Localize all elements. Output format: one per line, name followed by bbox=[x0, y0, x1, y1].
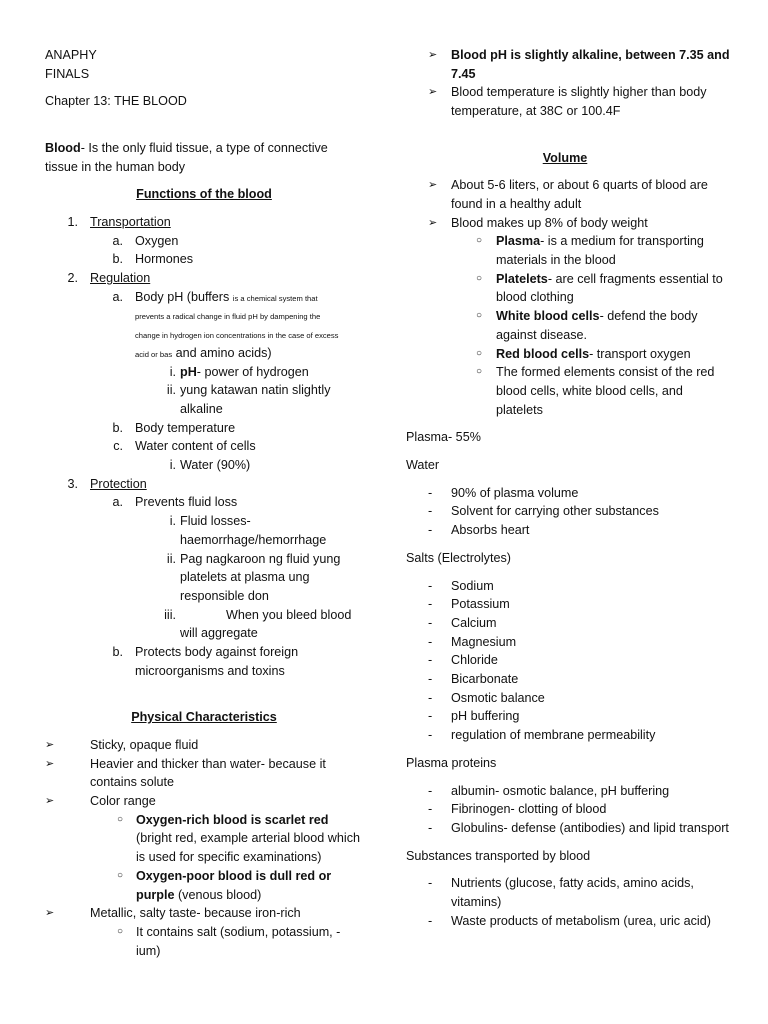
list-item: - Calcium bbox=[428, 615, 497, 630]
list-item: a. Body pH (buffers is a chemical system that prevents a radical change in fluid pH by dampening the change in hydrogen ion concentrations in the case of excess acid or bas and amino acids) bbox=[112, 289, 339, 360]
list-item: ➢ Metallic, salty taste- because iron-rich bbox=[45, 904, 340, 923]
list-item: ii. yung katawan natin slightly alkaline bbox=[166, 383, 331, 416]
list-item: c. Water content of cells bbox=[113, 439, 256, 454]
protection-label: Protection bbox=[90, 476, 147, 491]
list-item: - regulation of membrane permeability bbox=[428, 728, 656, 743]
list-item: - Waste products of metabolism (urea, uric acid) bbox=[428, 913, 711, 928]
list-item: ○ Plasma- is a medium for transporting materials in the blood bbox=[476, 234, 704, 268]
proteins-heading: Plasma proteins bbox=[406, 755, 497, 770]
list-item: a. Prevents fluid loss bbox=[112, 495, 238, 510]
arrow-bullet-icon: ➢ bbox=[45, 794, 55, 807]
substances-heading: Substances transported by blood bbox=[406, 848, 591, 863]
circle-bullet-icon: ○ bbox=[117, 813, 124, 825]
list-item: - Nutrients (glucose, fatty acids, amino acids, vitamins) bbox=[428, 876, 694, 910]
circle-bullet-icon: ○ bbox=[476, 366, 483, 378]
list-item: 3. Protection bbox=[67, 476, 147, 491]
list-item: - Chloride bbox=[428, 653, 498, 668]
list-item: ➢ Blood makes up 8% of body weight bbox=[406, 214, 736, 233]
list-item: i. pH- power of hydrogen bbox=[169, 364, 309, 379]
right-column bbox=[406, 46, 736, 931]
circle-bullet-icon: ○ bbox=[476, 272, 483, 284]
list-item: - Solvent for carrying other substances bbox=[428, 504, 659, 519]
list-item: ○ White blood cells- defend the body against disease. bbox=[476, 309, 698, 342]
list-item: - Osmotic balance bbox=[428, 690, 545, 705]
left-column bbox=[45, 46, 380, 960]
list-item: iii. When you bleed blood will aggregate bbox=[164, 607, 352, 641]
circle-bullet-icon: ○ bbox=[476, 347, 483, 359]
list-item: ○ The formed elements consist of the red blood cells, white blood cells, and platelets bbox=[476, 365, 715, 417]
list-item: ➢ Sticky, opaque fluid bbox=[45, 736, 340, 755]
arrow-bullet-icon: ➢ bbox=[428, 216, 438, 229]
list-item: ○ Platelets- are cell fragments essential to blood clothing bbox=[476, 271, 723, 305]
list-item: a. Oxygen bbox=[112, 233, 179, 248]
water-heading: Water bbox=[406, 458, 440, 473]
blood-term: Blood bbox=[45, 140, 81, 155]
list-item: ○ Oxygen-rich blood is scarlet red (bright red, example arterial blood which is used for specific examinations) bbox=[117, 812, 361, 865]
arrow-bullet-icon: ➢ bbox=[45, 738, 55, 751]
list-item: - Absorbs heart bbox=[428, 523, 530, 538]
salts-heading: Salts (Electrolytes) bbox=[406, 550, 511, 565]
list-item: ii. Pag nagkaroon ng fluid yung platelets at plasma ung responsible don bbox=[166, 551, 341, 603]
list-item: ➢ About 5-6 liters, or about 6 quarts of blood are found in a healthy adult bbox=[428, 178, 708, 211]
list-item: - albumin- osmotic balance, pH buffering bbox=[428, 783, 670, 798]
list-item: i. Fluid losses- haemorrhage/hemorrhage bbox=[169, 514, 327, 547]
transportation-label: Transportation bbox=[90, 214, 171, 229]
list-item: ➢ Blood pH is slightly alkaline, between 7.35 and 7.45 bbox=[428, 48, 730, 81]
arrow-bullet-icon: ➢ bbox=[428, 49, 438, 61]
arrow-bullet-icon: ➢ bbox=[428, 86, 438, 99]
list-item: ○ It contains salt (sodium, potassium, -ium) bbox=[117, 924, 341, 958]
list-item: i. Water (90%) bbox=[169, 458, 251, 473]
circle-bullet-icon: ○ bbox=[117, 925, 124, 937]
circle-bullet-icon: ○ bbox=[476, 310, 483, 322]
volume-heading: Volume bbox=[542, 150, 588, 165]
list-item: 1. Transportation bbox=[67, 214, 171, 229]
list-item: ➢ Heavier and thicker than water- because it contains solute bbox=[45, 756, 326, 790]
list-item: ○ Red blood cells- transport oxygen bbox=[406, 345, 736, 364]
arrow-bullet-icon: ➢ bbox=[45, 757, 55, 770]
list-item: ○ Oxygen-poor blood is dull red or purple (venous blood) bbox=[117, 868, 332, 902]
list-item: - Globulins- defense (antibodies) and lipid transport bbox=[428, 821, 729, 835]
circle-bullet-icon: ○ bbox=[117, 869, 124, 881]
arrow-bullet-icon: ➢ bbox=[45, 907, 55, 920]
blood-definition: Blood- Is the only fluid tissue, a type of connective tissue in the human body bbox=[45, 140, 328, 174]
list-item: b. Protects body against foreign microorganisms and toxins bbox=[112, 645, 299, 678]
circle-bullet-icon: ○ bbox=[476, 235, 483, 247]
list-item: - Bicarbonate bbox=[428, 672, 519, 687]
functions-heading: Functions of the blood bbox=[136, 187, 272, 202]
list-item: - Fibrinogen- clotting of blood bbox=[428, 802, 607, 817]
plasma-percent: Plasma- 55% bbox=[406, 430, 481, 445]
list-item: ➢ Color range bbox=[45, 792, 380, 811]
list-item: - Magnesium bbox=[428, 634, 517, 649]
chapter-title: Chapter 13: THE BLOOD bbox=[45, 94, 187, 109]
regulation-label: Regulation bbox=[90, 271, 151, 286]
list-item: ➢ Blood temperature is slightly higher than body temperature, at 38C or 100.4F bbox=[428, 85, 707, 119]
arrow-bullet-icon: ➢ bbox=[428, 179, 438, 192]
list-item: - Sodium bbox=[428, 578, 494, 593]
list-item: 2. Regulation bbox=[67, 271, 151, 286]
header-line-1: ANAPHY bbox=[45, 48, 97, 62]
header-line-2: FINALS bbox=[45, 66, 90, 81]
list-item: - Potassium bbox=[428, 597, 510, 612]
list-item: - pH buffering bbox=[428, 709, 520, 724]
list-item: b. Hormones bbox=[112, 252, 194, 267]
physical-heading: Physical Characteristics bbox=[131, 710, 277, 725]
list-item: - 90% of plasma volume bbox=[428, 485, 579, 500]
buffers-note: is a chemical system that prevents a radical change in fluid pH by dampening the change in hydrogen ion concentrations in the case of excess acid or bas bbox=[135, 293, 339, 359]
list-item: b. Body temperature bbox=[112, 420, 236, 435]
